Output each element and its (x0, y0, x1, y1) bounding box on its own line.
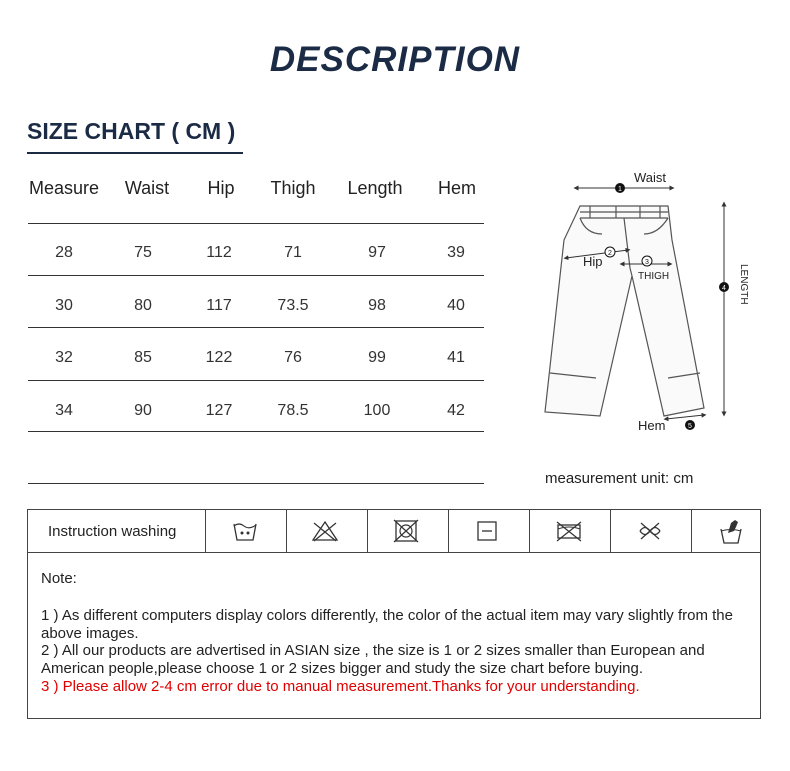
table-cell: 28 (55, 244, 73, 261)
table-cell: 117 (206, 297, 232, 314)
do-not-tumble-dry-icon (393, 519, 419, 543)
table-cell: 122 (205, 349, 233, 366)
note-item: 2 ) All our products are advertised in ASIAN size , the size is 1 or 2 sizes smaller than European and American people,please choose 1 or 2 sizes bigger and study the size chart before buying. (41, 642, 705, 677)
table-cell: 99 (368, 349, 386, 366)
table-cell: 73.5 (277, 297, 309, 314)
hem-label: Hem (638, 418, 666, 433)
cell-divider (529, 510, 530, 552)
table-cell: 42 (447, 402, 465, 419)
marker-waist-number: 1 (618, 186, 622, 193)
table-cell: 85 (134, 349, 152, 366)
marker-hip-number: 2 (608, 250, 612, 257)
notes-title: Note: (41, 570, 77, 587)
cell-divider (610, 510, 611, 552)
cell-divider (367, 510, 368, 552)
table-cell: 75 (134, 244, 152, 261)
table-cell: 97 (368, 244, 386, 261)
row-divider (28, 327, 484, 328)
length-label: LENGTH (738, 264, 749, 305)
marker-thigh-number: 3 (645, 259, 649, 266)
hip-label: Hip (583, 254, 603, 269)
marker-length-number: 4 (722, 285, 726, 292)
table-cell: 34 (55, 402, 73, 419)
table-cell: 71 (284, 244, 302, 261)
do-not-bleach-icon (311, 519, 339, 543)
header-hem: Hem (437, 178, 476, 198)
header-measure: Measure (28, 178, 100, 198)
row-divider (28, 431, 484, 432)
table-cell: 39 (447, 244, 465, 261)
table-cell: 100 (363, 402, 391, 419)
iron-low-icon (636, 519, 664, 543)
table-cell: 40 (447, 297, 465, 314)
table-cell: 32 (55, 349, 73, 366)
header-length: Length (347, 178, 403, 198)
header-thigh: Thigh (270, 178, 316, 198)
row-divider (28, 275, 484, 276)
do-not-dry-clean-icon (555, 519, 583, 543)
page-title: DESCRIPTION (269, 40, 521, 79)
row-divider (28, 380, 484, 381)
hand-wash-30-icon (232, 519, 258, 543)
dry-flat-icon (475, 519, 499, 543)
table-cell: 90 (134, 402, 152, 419)
cell-divider (448, 510, 449, 552)
header-waist: Waist (124, 178, 170, 198)
row-divider (28, 223, 484, 224)
table-cell: 41 (447, 349, 465, 366)
thigh-label: THIGH (638, 271, 670, 282)
waist-label: Waist (634, 170, 667, 185)
hand-wash-icon (718, 519, 744, 545)
pants-outline (545, 206, 704, 416)
table-cell: 80 (134, 297, 152, 314)
measurement-unit: measurement unit: cm (545, 470, 694, 487)
hem-arrow (666, 415, 704, 419)
note-item-warning: 3 ) Please allow 2-4 cm error due to manual measurement.Thanks for your understanding. (41, 678, 640, 695)
table-cell: 127 (205, 402, 233, 419)
note-item: 1 ) As different computers display colors differently, the color of the actual item may vary slightly from the above images. (41, 607, 733, 642)
washing-label: Instruction washing (48, 523, 177, 540)
cell-divider (691, 510, 692, 552)
table-cell: 112 (206, 244, 232, 261)
cell-divider (286, 510, 287, 552)
cell-divider (205, 510, 206, 552)
header-hip: Hip (207, 178, 235, 198)
pants-measurement-diagram (540, 168, 765, 438)
size-chart-title-underline (27, 152, 243, 154)
table-bottom-line (28, 483, 484, 484)
marker-hem-number: 5 (688, 423, 692, 430)
table-cell: 98 (368, 297, 386, 314)
table-cell: 78.5 (277, 402, 309, 419)
table-cell: 76 (284, 349, 302, 366)
size-chart-title: SIZE CHART ( CM ) (27, 118, 236, 144)
table-cell: 30 (55, 297, 73, 314)
